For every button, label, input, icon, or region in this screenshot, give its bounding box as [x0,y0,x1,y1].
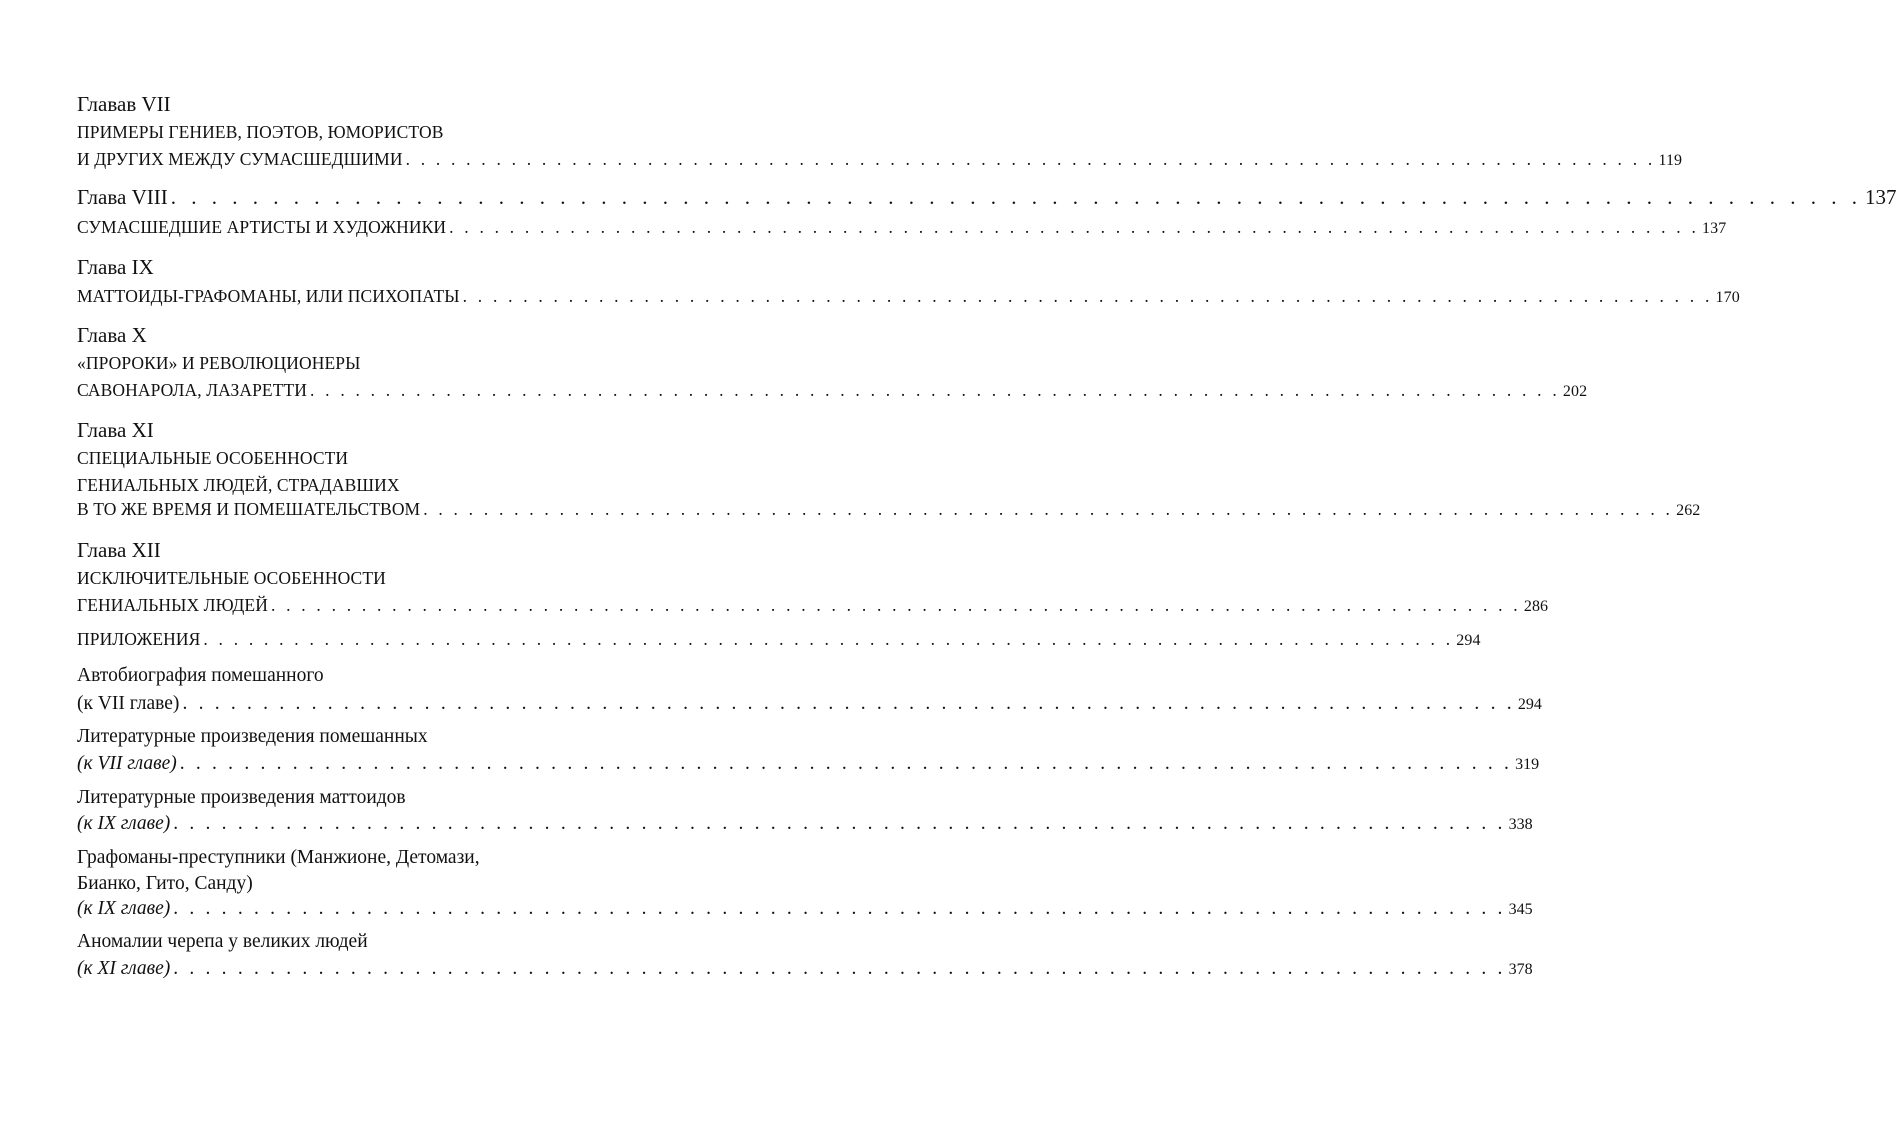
page-number: 294 [1517,696,1542,713]
dot-leader: . . . . . . . . . . . . . . . . . . . . . . . . . . . . . . . . . . . . . . . . . . . . . . . . . . . . . . . . . . . . . . . . . . . . . . . . . . . . . . . . . . . [182,693,1515,714]
chapter-7-title-line-2: И ДРУГИХ МЕЖДУ СУМАСШЕДШИМИ [77,149,403,169]
chapter-9-title-line-1: МАТТОИДЫ-ГРАФОМАНЫ, ИЛИ ПСИХОПАТЫ [77,286,460,306]
chapter-10-heading: Глава X [77,323,147,347]
appendix-3-title: Литературные произведения маттоидов [77,787,406,808]
page-number: 378 [1508,961,1533,978]
chapter-11-heading: Глава XI [77,418,154,442]
appendix-5-entry[interactable] [77,957,1533,982]
chapter-9-heading: Глава IX [77,255,154,279]
page-number: 137 [1702,220,1727,237]
dot-leader: . . . . . . . . . . . . . . . . . . . . . . . . . . . . . . . . . . . . . . . . . . . . . . . . . . . . . . . . . . . . . . . . . . . . . . . . . . . . . . . . . . . [270,595,1521,615]
chapter-7-heading: Главав VII [77,92,171,116]
appendix-2-title: Литературные произведения помешанных [77,726,428,747]
page-number: 170 [1715,289,1740,306]
page-number: 119 [1658,152,1683,169]
appendix-4-entry[interactable] [77,897,1533,922]
page-number: 262 [1676,502,1701,519]
chapter-12-title-line-1: ИСКЛЮЧИТЕЛЬНЫЕ ОСОБЕННОСТИ [77,568,386,588]
chapter-12-heading: Глава XII [77,538,161,562]
appendix-5-title: Аномалии черепа у великих людей [77,931,368,952]
page-number: 345 [1508,901,1533,918]
chapter-7-entry[interactable] [77,148,1683,172]
appendix-3-chapter-ref: (к IX главе) [77,813,171,834]
dot-leader: . . . . . . . . . . . . . . . . . . . . . . . . . . . . . . . . . . . . . . . . . . . . . . . . . . . . . . . . . . . . . . . . . . . . . . . . . . . . . . . . . . . [179,753,1513,774]
chapter-8-title-line-1: СУМАСШЕДШИЕ АРТИСТЫ И ХУДОЖНИКИ [77,217,447,237]
appendix-2-chapter-ref: (к VII главе) [77,753,177,774]
chapter-7-title-line-1: ПРИМЕРЫ ГЕНИЕВ, ПОЭТОВ, ЮМОРИСТОВ [77,122,444,142]
dot-leader: . . . . . . . . . . . . . . . . . . . . . . . . . . . . . . . . . . . . . . . . . . . . . . . . . . . . . . . . . . . . . . . . . . . . . . . . . . . . . . . . . . . [173,898,1506,919]
dot-leader: . . . . . . . . . . . . . . . . . . . . . . . . . . . . . . . . . . . . . . . . . . . . . . . . . . . . . . . . . . . . . . . . . . . . . . . . . . . . . . . . . . . [462,286,1713,306]
page-number: 338 [1508,816,1533,833]
chapter-9-entry[interactable] [77,285,1740,309]
chapter-12-entry[interactable] [77,594,1549,618]
page-number: 294 [1456,632,1481,649]
appendix-3-entry[interactable] [77,812,1533,837]
appendix-1-entry[interactable] [77,692,1542,717]
chapter-10-entry[interactable] [77,379,1588,403]
chapter-11-entry[interactable] [77,498,1701,522]
appendices-label: ПРИЛОЖЕНИЯ [77,629,201,649]
dot-leader: . . . . . . . . . . . . . . . . . . . . . . . . . . . . . . . . . . . . . . . . . . . . . . . . . . . . . . . . . . . . . . . . . . . . . . . . . . . . . . . . . . . [423,499,1674,519]
appendix-1-title: Автобиография помешанного [77,665,324,686]
dot-leader: . . . . . . . . . . . . . . . . . . . . . . . . . . . . . . . . . . . . . . . . . . . . . . . . . . . . . . . . . . . . . . . . . . . . . . . . . . . . . . . . . . . [449,217,1700,237]
appendix-4-title-line-1: Графоманы-преступники (Манжионе, Детомази, [77,847,480,868]
dot-leader: . . . . . . . . . . . . . . . . . . . . . . . . . . . . . . . . . . . . . . . . . . . . . . . . . . . . . . . . . . . . . . . . . . . . . . . . . . . . . . . . . . . [170,185,1862,209]
page-number: 137 [1864,185,1896,209]
appendix-4-title-line-2: Бианко, Гито, Санду) [77,873,253,894]
chapter-10-title-line-2: САВОНАРОЛА, ЛАЗАРЕТТИ [77,380,308,400]
dot-leader: . . . . . . . . . . . . . . . . . . . . . . . . . . . . . . . . . . . . . . . . . . . . . . . . . . . . . . . . . . . . . . . . . . . . . . . . . . . . . . . . . . . [203,629,1454,649]
appendices-entry[interactable] [77,628,1481,652]
appendix-5-chapter-ref: (к XI главе) [77,958,171,979]
page-number: 319 [1515,756,1540,773]
chapter-11-title-line-3: В ТО ЖЕ ВРЕМЯ И ПОМЕШАТЕЛЬСТВОМ [77,499,421,519]
dot-leader: . . . . . . . . . . . . . . . . . . . . . . . . . . . . . . . . . . . . . . . . . . . . . . . . . . . . . . . . . . . . . . . . . . . . . . . . . . . . . . . . . . . [173,958,1506,979]
chapter-8-entry[interactable] [77,216,1727,240]
appendix-1-chapter-ref: (к VII главе) [77,693,180,714]
chapter-12-title-line-2: ГЕНИАЛЬНЫХ ЛЮДЕЙ [77,595,268,615]
chapter-11-title-line-1: СПЕЦИАЛЬНЫЕ ОСОБЕННОСТИ [77,448,349,468]
chapter-8-heading[interactable] [77,184,1896,210]
dot-leader: . . . . . . . . . . . . . . . . . . . . . . . . . . . . . . . . . . . . . . . . . . . . . . . . . . . . . . . . . . . . . . . . . . . . . . . . . . . . . . . . . . . [405,149,1656,169]
dot-leader: . . . . . . . . . . . . . . . . . . . . . . . . . . . . . . . . . . . . . . . . . . . . . . . . . . . . . . . . . . . . . . . . . . . . . . . . . . . . . . . . . . . [310,380,1560,400]
appendix-2-entry[interactable] [77,752,1540,777]
chapter-10-title-line-1: «ПРОРОКИ» И РЕВОЛЮЦИОНЕРЫ [77,353,361,373]
chapter-11-title-line-2: ГЕНИАЛЬНЫХ ЛЮДЕЙ, СТРАДАВШИХ [77,475,400,495]
appendix-4-chapter-ref: (к IX главе) [77,898,171,919]
page-number: 202 [1562,383,1588,400]
page-number: 286 [1523,598,1549,615]
dot-leader: . . . . . . . . . . . . . . . . . . . . . . . . . . . . . . . . . . . . . . . . . . . . . . . . . . . . . . . . . . . . . . . . . . . . . . . . . . . . . . . . . . . [173,813,1506,834]
chapter-8-title: Глава VIII [77,185,168,209]
